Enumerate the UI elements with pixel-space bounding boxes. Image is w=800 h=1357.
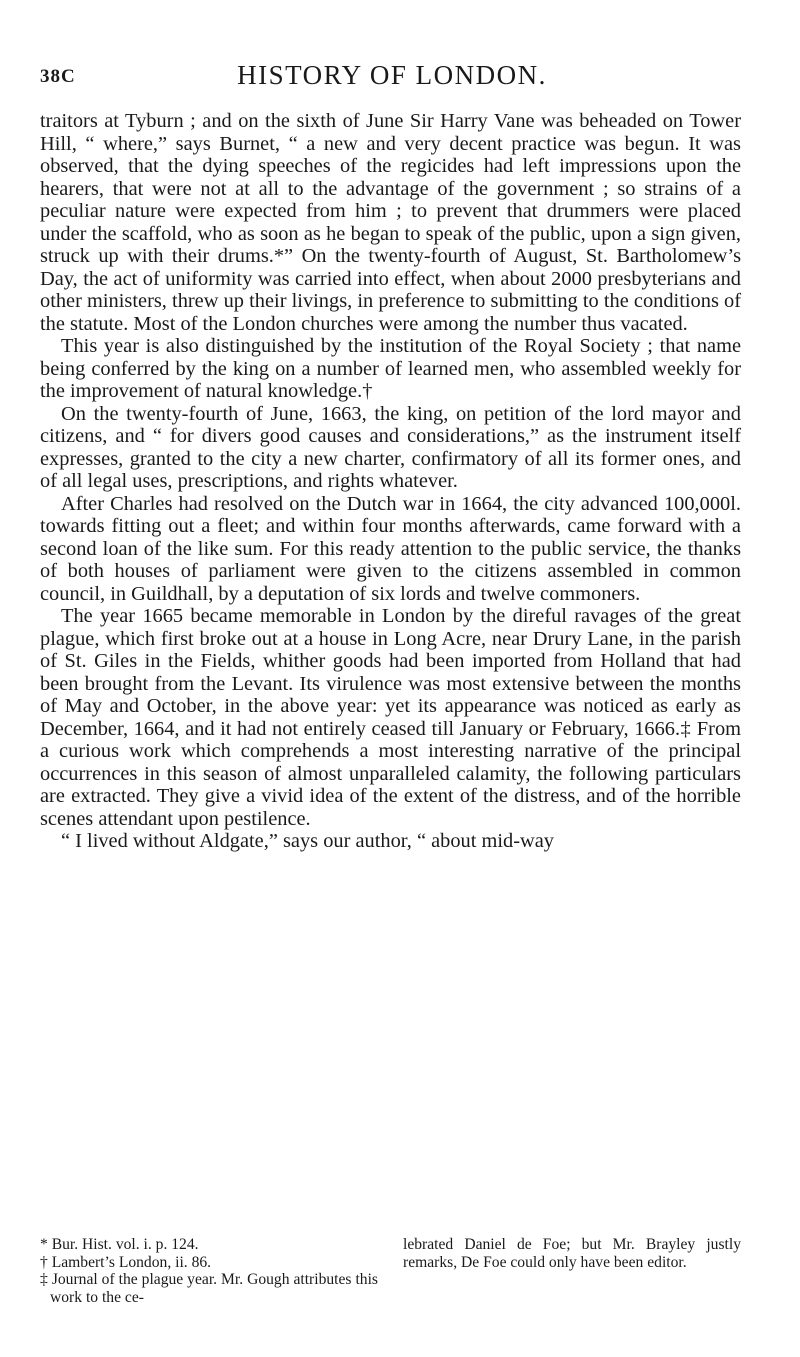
paragraph: The year 1665 became memorable in London by the direful ravages of the great plague, which first broke out at a house in Long Acre, near Drury Lane, in the parish of St. Giles in the Fields, whither goods had been imported from Holland that had been brought from the Levant. Its virulence was most extensive between the months of May and October, in the above year: yet its appearance was noticed as early as December, 1664, and it had not entirely ceased till January or February, 1666.‡ From a curious work which comprehends a most interesting narrative of the principal occurrences in this season of almost unparalleled calamity, the following particulars are extracted. They give a vivid idea of the extent of the distress, and of the horrible scenes attendant upon pestilence. [40,605,741,830]
footnote: * Bur. Hist. vol. i. p. 124. [40,1236,199,1253]
paragraph: This year is also distinguished by the institution of the Royal Society ; that name being conferred by the king on a number of learned men, who assembled weekly for the improvement of natural knowledge.† [40,335,741,402]
paragraph: On the twenty-fourth of June, 1663, the king, on petition of the lord mayor and citizens, and “ for divers good causes and considerations,” as the instrument itself expresses, granted to the city a new charter, confirmatory of all its former ones, and of all legal uses, prescriptions, and rights whatever. [40,402,741,492]
paragraph: traitors at Tyburn ; and on the sixth of June Sir Harry Vane was beheaded on Tower Hill, “ where,” says Burnet, “ a new and very decent practice was begun. It was observed, that the dying speeches of the regicides had left impressions upon the hearers, that were not at all to the advantage of the government ; so strains of a peculiar nature were expected from him ; to prevent that drummers were placed under the scaffold, who as soon as he began to speak of the public, upon a sign given, struck up with their drums.*” On the twenty-fourth of August, St. Bartholomew’s Day, the act of uniformity was carried into effect, when about 2000 presbyterians and other ministers, threw up their livings, in preference to submitting to the conditions of the statute. Most of the London churches were among the number thus vacated. [40,110,741,335]
footnote-continuation: lebrated Daniel de Foe; but Mr. Brayley justly remarks, De Foe could only have been editor. [403,1236,741,1271]
footnote: † Lambert’s London, ii. 86. [40,1253,212,1271]
footnote: ‡ Journal of the plague year. Mr. Gough attributes this work to the ce- [40,1271,378,1306]
footnotes-left-column [40,1236,378,1306]
body-text [40,110,741,853]
paragraph: After Charles had resolved on the Dutch war in 1664, the city advanced 100,000l. towards fitting out a fleet; and within four months afterwards, came forward with a second loan of the like sum. For this ready attention to the public service, the thanks of both houses of parliament were given to the citizens assembled in common council, in Guildhall, by a deputation of six lords and twelve commoners. [40,492,741,605]
footnotes [40,1236,741,1306]
running-title: HISTORY OF LONDON. [237,60,547,90]
page-number: 38C [40,66,76,87]
page-header [40,58,744,98]
paragraph: “ I lived without Aldgate,” says our author, “ about mid-way [61,830,554,852]
footnotes-right-column [403,1236,741,1306]
